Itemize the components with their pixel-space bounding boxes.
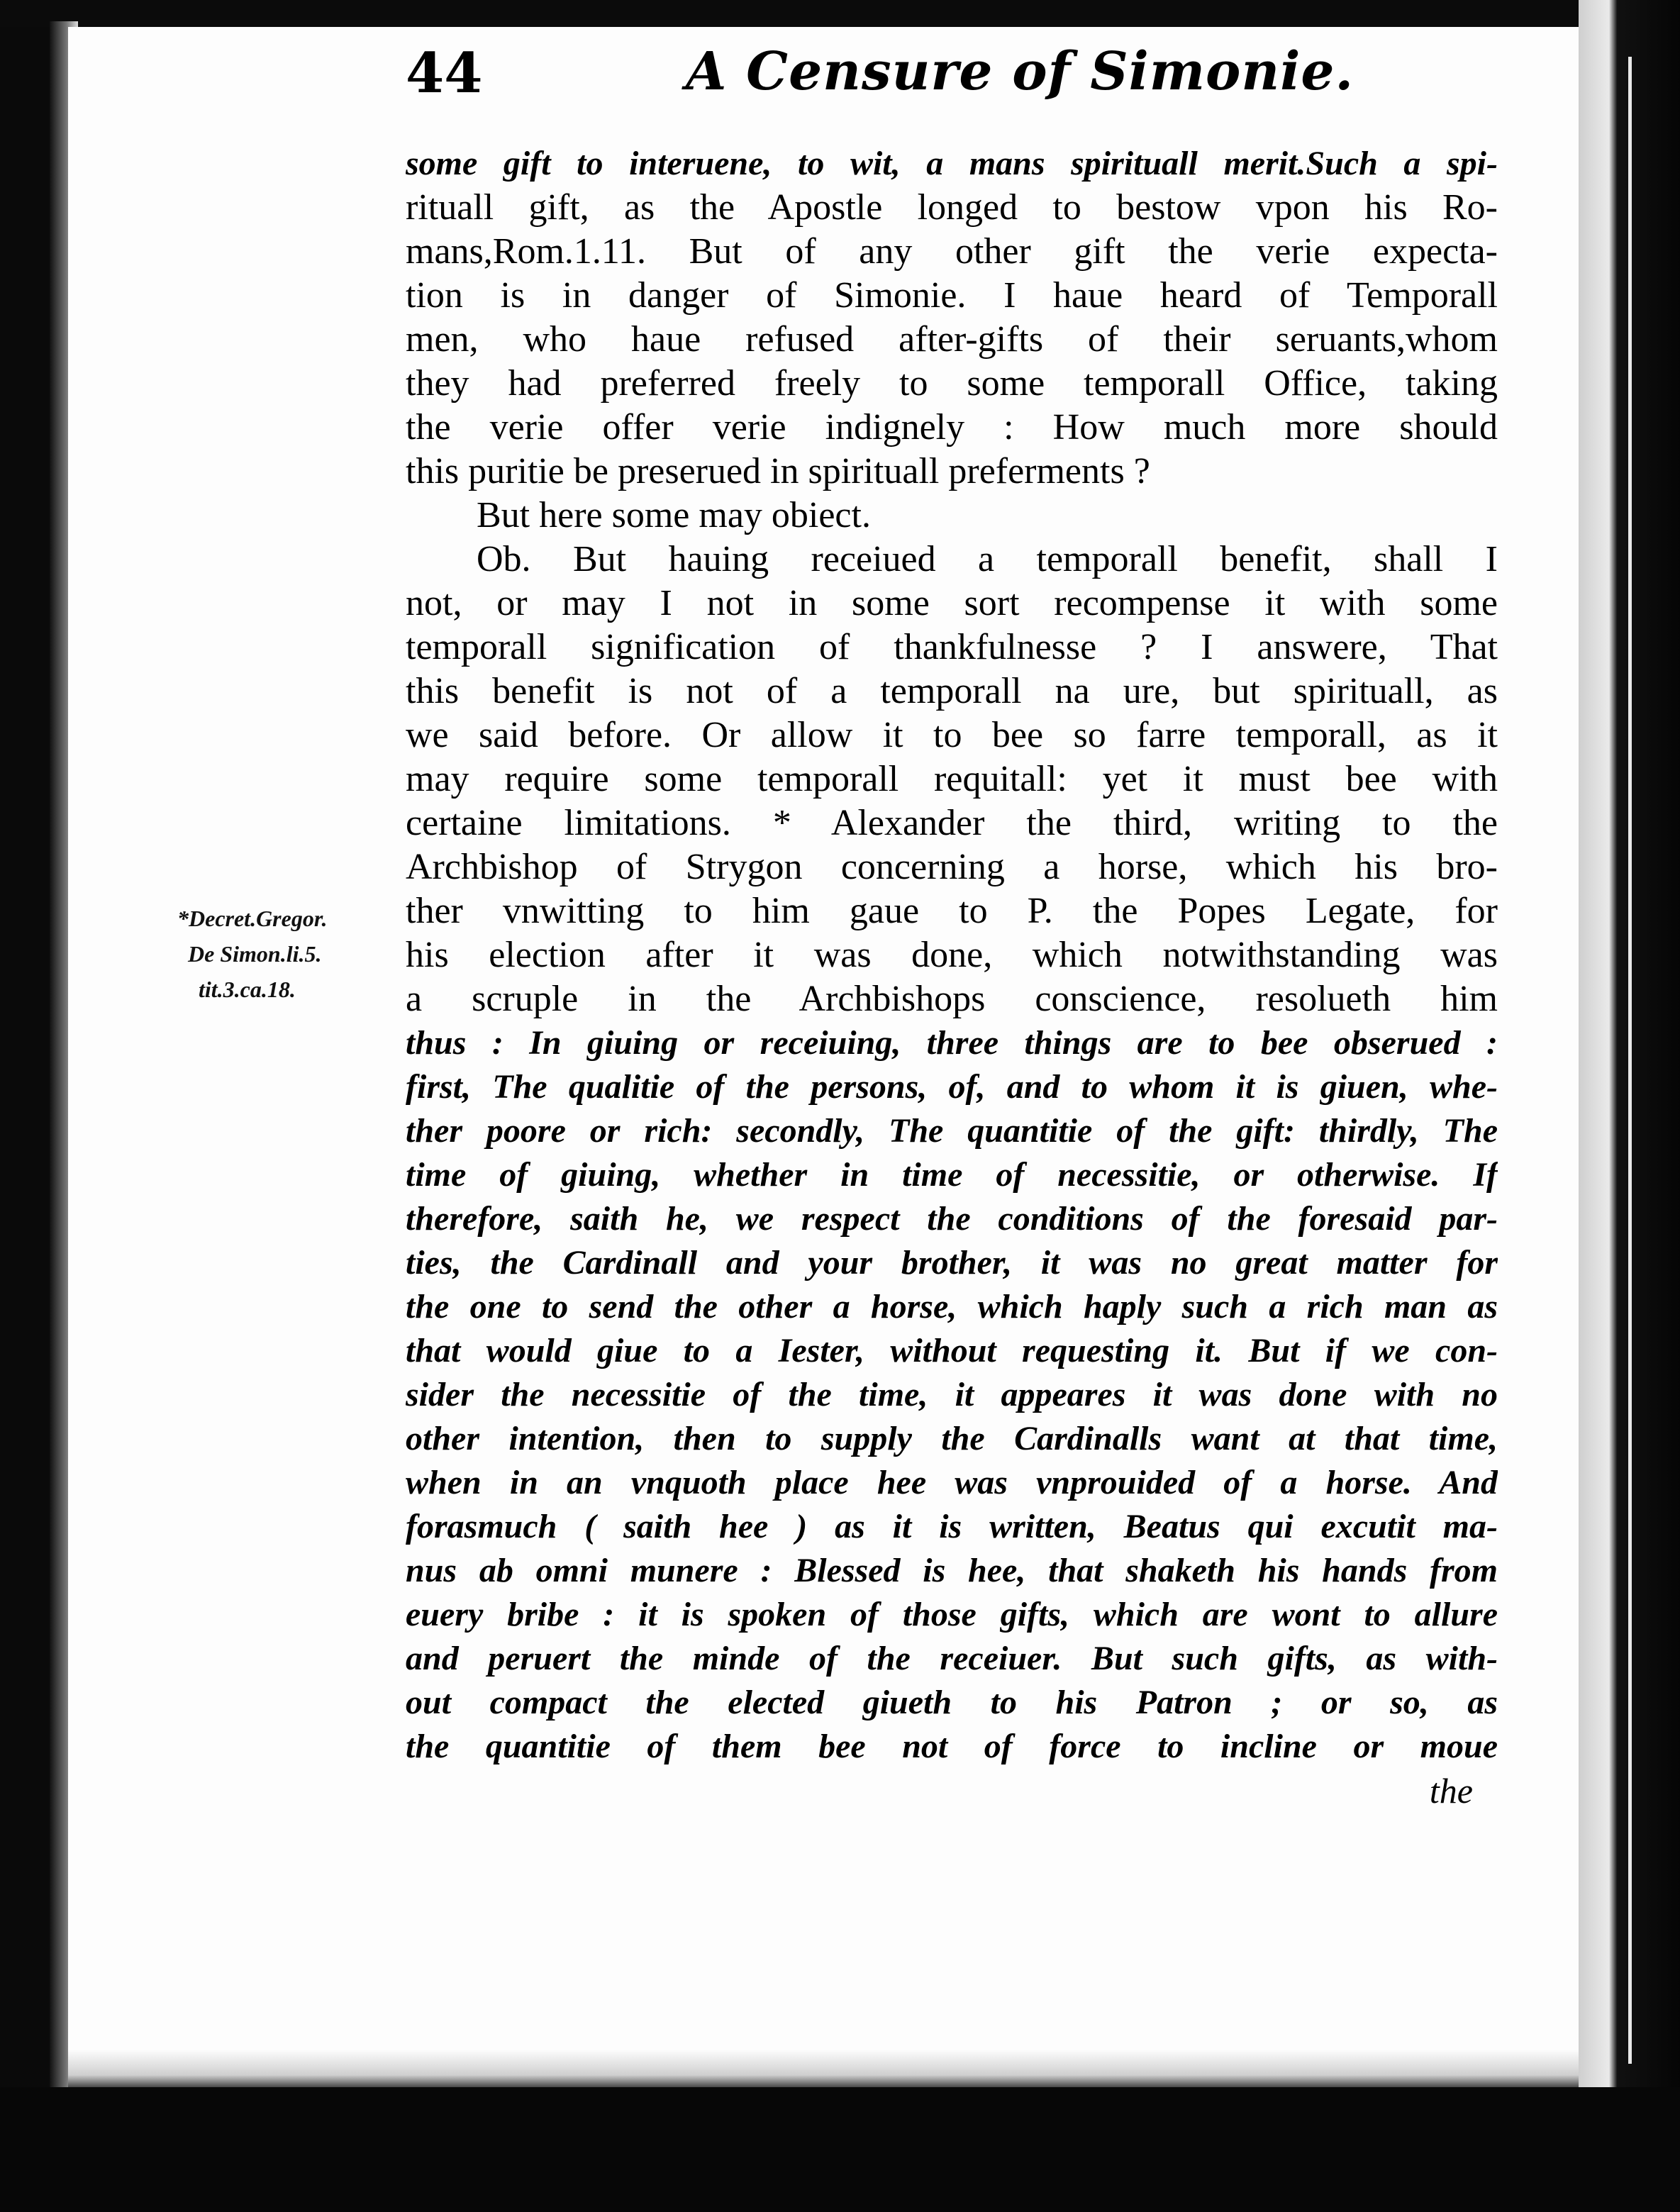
scan-top-border [0, 0, 1680, 27]
running-title: A Censure of Simonie. [686, 41, 1354, 102]
text-line: the verie offer verie indignely : How much more should [406, 407, 1498, 448]
text-line: the one to send the other a horse, which haply such a rich man as [406, 1288, 1498, 1325]
text-line: they had preferred freely to some temporall Office, taking [406, 363, 1498, 404]
text-line: Ob. But hauing receiued a temporall benefit, shall I [477, 539, 1498, 579]
text-line: some gift to interuene, to wit, a mans spirituall merit.Such a spi- [406, 145, 1498, 182]
text-line: first, The qualitie of the persons, of, and to whom it is giuen, whe- [406, 1068, 1498, 1106]
page-header [406, 41, 1469, 126]
text-line: nus ab omni munere : Blessed is hee, that shaketh his hands from [406, 1552, 1498, 1589]
text-line: we said before. Or allow it to bee so farre temporall, as it [406, 715, 1498, 755]
text-line: his election after it was done, which notwithstanding was [406, 935, 1498, 975]
text-line: this puritie be preserued in spirituall preferments ? [406, 451, 1150, 491]
body-text [406, 142, 1498, 1813]
text-line: men, who haue refused after-gifts of their seruants,whom [406, 319, 1498, 360]
text-line: not, or may I not in some sort recompense it with some [406, 583, 1498, 623]
text-line: But here some may obiect. [477, 495, 871, 535]
text-line: sider the necessitie of the time, it appeares it was done with no [406, 1376, 1498, 1413]
text-line: Archbishop of Strygon concerning a horse, which his bro- [406, 847, 1498, 887]
text-line: ther poore or rich: secondly, The quantitie of the gift: thirdly, The [406, 1112, 1498, 1150]
text-line: certaine limitations. * Alexander the third, writing to the [406, 803, 1498, 843]
text-line: this benefit is not of a temporall na ure, but spirituall, as [406, 671, 1498, 711]
text-line: a scruple in the Archbishops conscience, resolueth him [406, 979, 1498, 1019]
text-line: tion is in danger of Simonie. I haue heard of Temporall [406, 275, 1498, 316]
text-line: out compact the elected giueth to his Patron ; or so, as [406, 1684, 1498, 1721]
marginal-citation-line: *Decret.Gregor. [177, 906, 328, 931]
text-line: ties, the Cardinall and your brother, it was no great matter for [406, 1244, 1498, 1282]
text-line: and peruert the minde of the receiuer. But such gifts, as with- [406, 1640, 1498, 1677]
text-line: euery bribe : it is spoken of those gifts, which are wont to allure [406, 1596, 1498, 1633]
page-bottom-edge [68, 2050, 1579, 2092]
text-line: when in an vnquoth place hee was vnprouided of a horse. And [406, 1464, 1498, 1501]
text-line: time of giuing, whether in time of necessitie, or otherwise. If [406, 1156, 1498, 1194]
text-line: the quantitie of them bee not of force to incline or moue [406, 1728, 1498, 1765]
scan-bottom-border [0, 2087, 1680, 2212]
text-line: that would giue to a Iester, without requesting it. But if we con- [406, 1332, 1498, 1369]
marginal-citation-line: De Simon.li.5. [188, 941, 322, 967]
text-line: forasmuch ( saith hee ) as it is written, Beatus qui excutit ma- [406, 1508, 1498, 1545]
text-line: temporall signification of thankfulnesse ? I answere, That [406, 627, 1498, 667]
text-line: ther vnwitting to him gaue to P. the Popes Legate, for [406, 891, 1498, 931]
text-line: other intention, then to supply the Cardinalls want at that time, [406, 1420, 1498, 1457]
marginal-citation [177, 901, 418, 1007]
text-line: rituall gift, as the Apostle longed to bestow vpon his Ro- [406, 187, 1498, 228]
text-line: may require some temporall requitall: yet it must bee with [406, 759, 1498, 799]
marginal-citation-line: tit.3.ca.18. [199, 977, 296, 1002]
page-number: 44 [406, 41, 483, 106]
text-line: thus : In giuing or receiuing, three things are to bee obserued : [406, 1024, 1498, 1062]
page-edge-line [1628, 57, 1632, 2064]
text-line: mans,Rom.1.11. But of any other gift the verie expecta- [406, 231, 1498, 272]
catchword: the [1429, 1771, 1473, 1811]
text-line: therefore, saith he, we respect the conditions of the foresaid par- [406, 1200, 1498, 1238]
